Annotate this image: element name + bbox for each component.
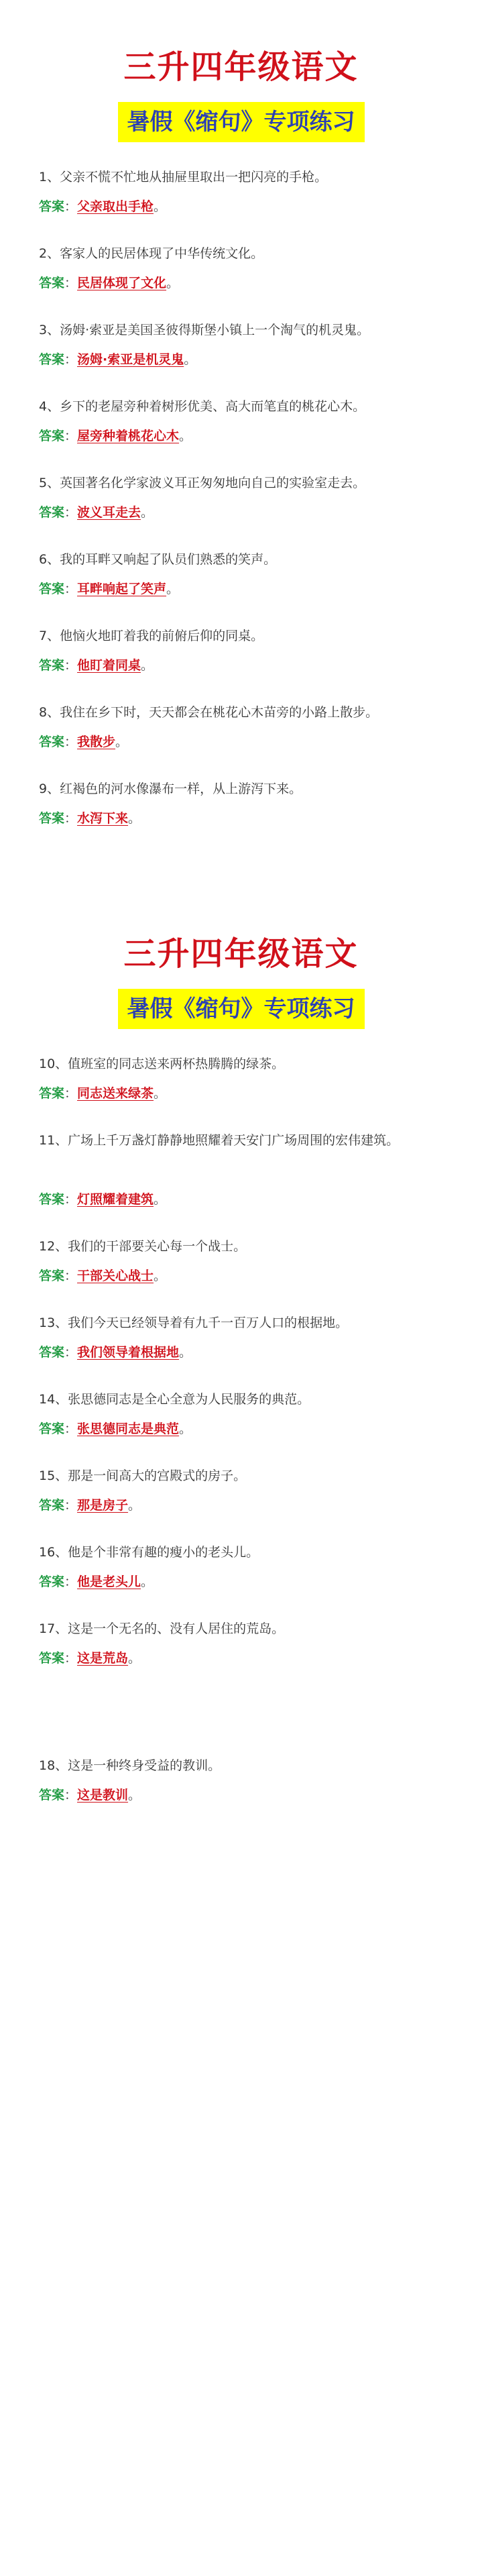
answer-text: 灯照耀着建筑 xyxy=(77,1192,154,1207)
answer-line: 答案：干部关心战士。 xyxy=(39,1269,167,1283)
answer-label: 答案 xyxy=(39,658,65,673)
answer-line: 答案：这是荒岛。 xyxy=(39,1651,141,1666)
question-item: 5、英国著名化学家波义耳正匆匆地向自己的实验室走去。 xyxy=(39,476,366,490)
answer-text: 他是老头儿 xyxy=(77,1574,141,1589)
answer-text: 民居体现了文化 xyxy=(77,276,167,290)
answer-line: 答案：这是教训。 xyxy=(39,1788,141,1803)
question-item: 3、汤姆·索亚是美国圣彼得斯堡小镇上一个淘气的机灵鬼。 xyxy=(39,323,370,337)
question-item: 1、父亲不慌不忙地从抽屉里取出一把闪亮的手枪。 xyxy=(39,170,328,184)
answer-line: 答案：我们领导着根据地。 xyxy=(39,1345,192,1360)
answer-text: 同志送来绿茶 xyxy=(77,1086,154,1101)
answer-text: 那是房子 xyxy=(77,1498,129,1513)
answer-label: 答案 xyxy=(39,505,65,520)
answer-line: 答案：他是老头儿。 xyxy=(39,1574,154,1589)
question-item: 4、乡下的老屋旁种着树形优美、高大而笔直的桃花心木。 xyxy=(39,399,366,414)
question-item: 9、红褐色的河水像瀑布一样，从上游泻下来。 xyxy=(39,782,302,796)
answer-text: 耳畔响起了笑声 xyxy=(77,582,167,596)
answer-line: 答案：他盯着同桌。 xyxy=(39,658,154,673)
subtitle-banner xyxy=(0,102,482,142)
answer-text: 汤姆·索亚是机灵鬼 xyxy=(77,352,184,367)
question-item: 13、我们今天已经领导着有九千一百万人口的根据地。 xyxy=(39,1316,349,1330)
answer-label: 答案 xyxy=(39,811,65,826)
answer-line: 答案：水泻下来。 xyxy=(39,811,141,826)
answer-line: 答案：民居体现了文化。 xyxy=(39,276,180,290)
page-title: 三升四年级语文 xyxy=(123,935,359,973)
answer-label: 答案 xyxy=(39,1651,65,1666)
answer-line: 答案：父亲取出手枪。 xyxy=(39,199,167,214)
answer-label: 答案 xyxy=(39,735,65,749)
answer-text: 水泻下来 xyxy=(77,811,129,826)
answer-line: 答案：我散步。 xyxy=(39,735,129,749)
answer-text: 我散步 xyxy=(77,735,116,749)
answer-text: 波义耳走去 xyxy=(77,505,141,520)
answer-label: 答案 xyxy=(39,199,65,214)
answer-text: 父亲取出手枪 xyxy=(77,199,154,214)
answer-label: 答案 xyxy=(39,1788,65,1803)
question-item: 11、广场上千万盏灯静静地照耀着天安门广场周围的宏伟建筑。 xyxy=(39,1133,400,1148)
answer-label: 答案 xyxy=(39,1192,65,1207)
answer-line: 答案：汤姆·索亚是机灵鬼。 xyxy=(39,352,197,367)
answer-label: 答案 xyxy=(39,1345,65,1360)
answer-line: 答案：波义耳走去。 xyxy=(39,505,154,520)
subtitle: 暑假《缩句》专项练习 xyxy=(118,102,365,142)
subtitle-banner xyxy=(0,989,482,1029)
answer-label: 答案 xyxy=(39,1498,65,1513)
question-item: 2、客家人的民居体现了中华传统文化。 xyxy=(39,246,264,261)
question-item: 16、他是个非常有趣的瘦小的老头儿。 xyxy=(39,1545,259,1560)
question-item: 15、那是一间高大的宫殿式的房子。 xyxy=(39,1468,247,1483)
question-item: 17、这是一个无名的、没有人居住的荒岛。 xyxy=(39,1621,285,1636)
answer-text: 我们领导着根据地 xyxy=(77,1345,180,1360)
answer-text: 张思德同志是典范 xyxy=(77,1421,180,1436)
page-title: 三升四年级语文 xyxy=(123,48,359,86)
answer-line: 答案：屋旁种着桃花心木。 xyxy=(39,429,192,443)
question-item: 12、我们的干部要关心每一个战士。 xyxy=(39,1239,247,1254)
answer-line: 答案：灯照耀着建筑。 xyxy=(39,1192,167,1207)
question-item: 10、值班室的同志送来两杯热腾腾的绿茶。 xyxy=(39,1057,285,1071)
subtitle: 暑假《缩句》专项练习 xyxy=(118,989,365,1029)
answer-label: 答案 xyxy=(39,1421,65,1436)
answer-line: 答案：那是房子。 xyxy=(39,1498,141,1513)
answer-text: 干部关心战士 xyxy=(77,1269,154,1283)
answer-text: 这是荒岛 xyxy=(77,1651,129,1666)
answer-label: 答案 xyxy=(39,429,65,443)
question-item: 8、我住在乡下时，天天都会在桃花心木苗旁的小路上散步。 xyxy=(39,705,379,720)
answer-line: 答案：同志送来绿茶。 xyxy=(39,1086,167,1101)
answer-label: 答案 xyxy=(39,1574,65,1589)
answer-label: 答案 xyxy=(39,1269,65,1283)
answer-text: 屋旁种着桃花心木 xyxy=(77,429,180,443)
answer-text: 他盯着同桌 xyxy=(77,658,141,673)
answer-label: 答案 xyxy=(39,1086,65,1101)
answer-label: 答案 xyxy=(39,276,65,290)
question-item: 6、我的耳畔又响起了队员们熟悉的笑声。 xyxy=(39,552,277,567)
question-item: 18、这是一种终身受益的教训。 xyxy=(39,1758,221,1773)
answer-line: 答案：张思德同志是典范。 xyxy=(39,1421,192,1436)
answer-label: 答案 xyxy=(39,582,65,596)
answer-label: 答案 xyxy=(39,352,65,367)
answer-line: 答案：耳畔响起了笑声。 xyxy=(39,582,180,596)
question-item: 14、张思德同志是全心全意为人民服务的典范。 xyxy=(39,1392,310,1407)
answer-text: 这是教训 xyxy=(77,1788,129,1803)
question-item: 7、他恼火地盯着我的前俯后仰的同桌。 xyxy=(39,629,264,643)
